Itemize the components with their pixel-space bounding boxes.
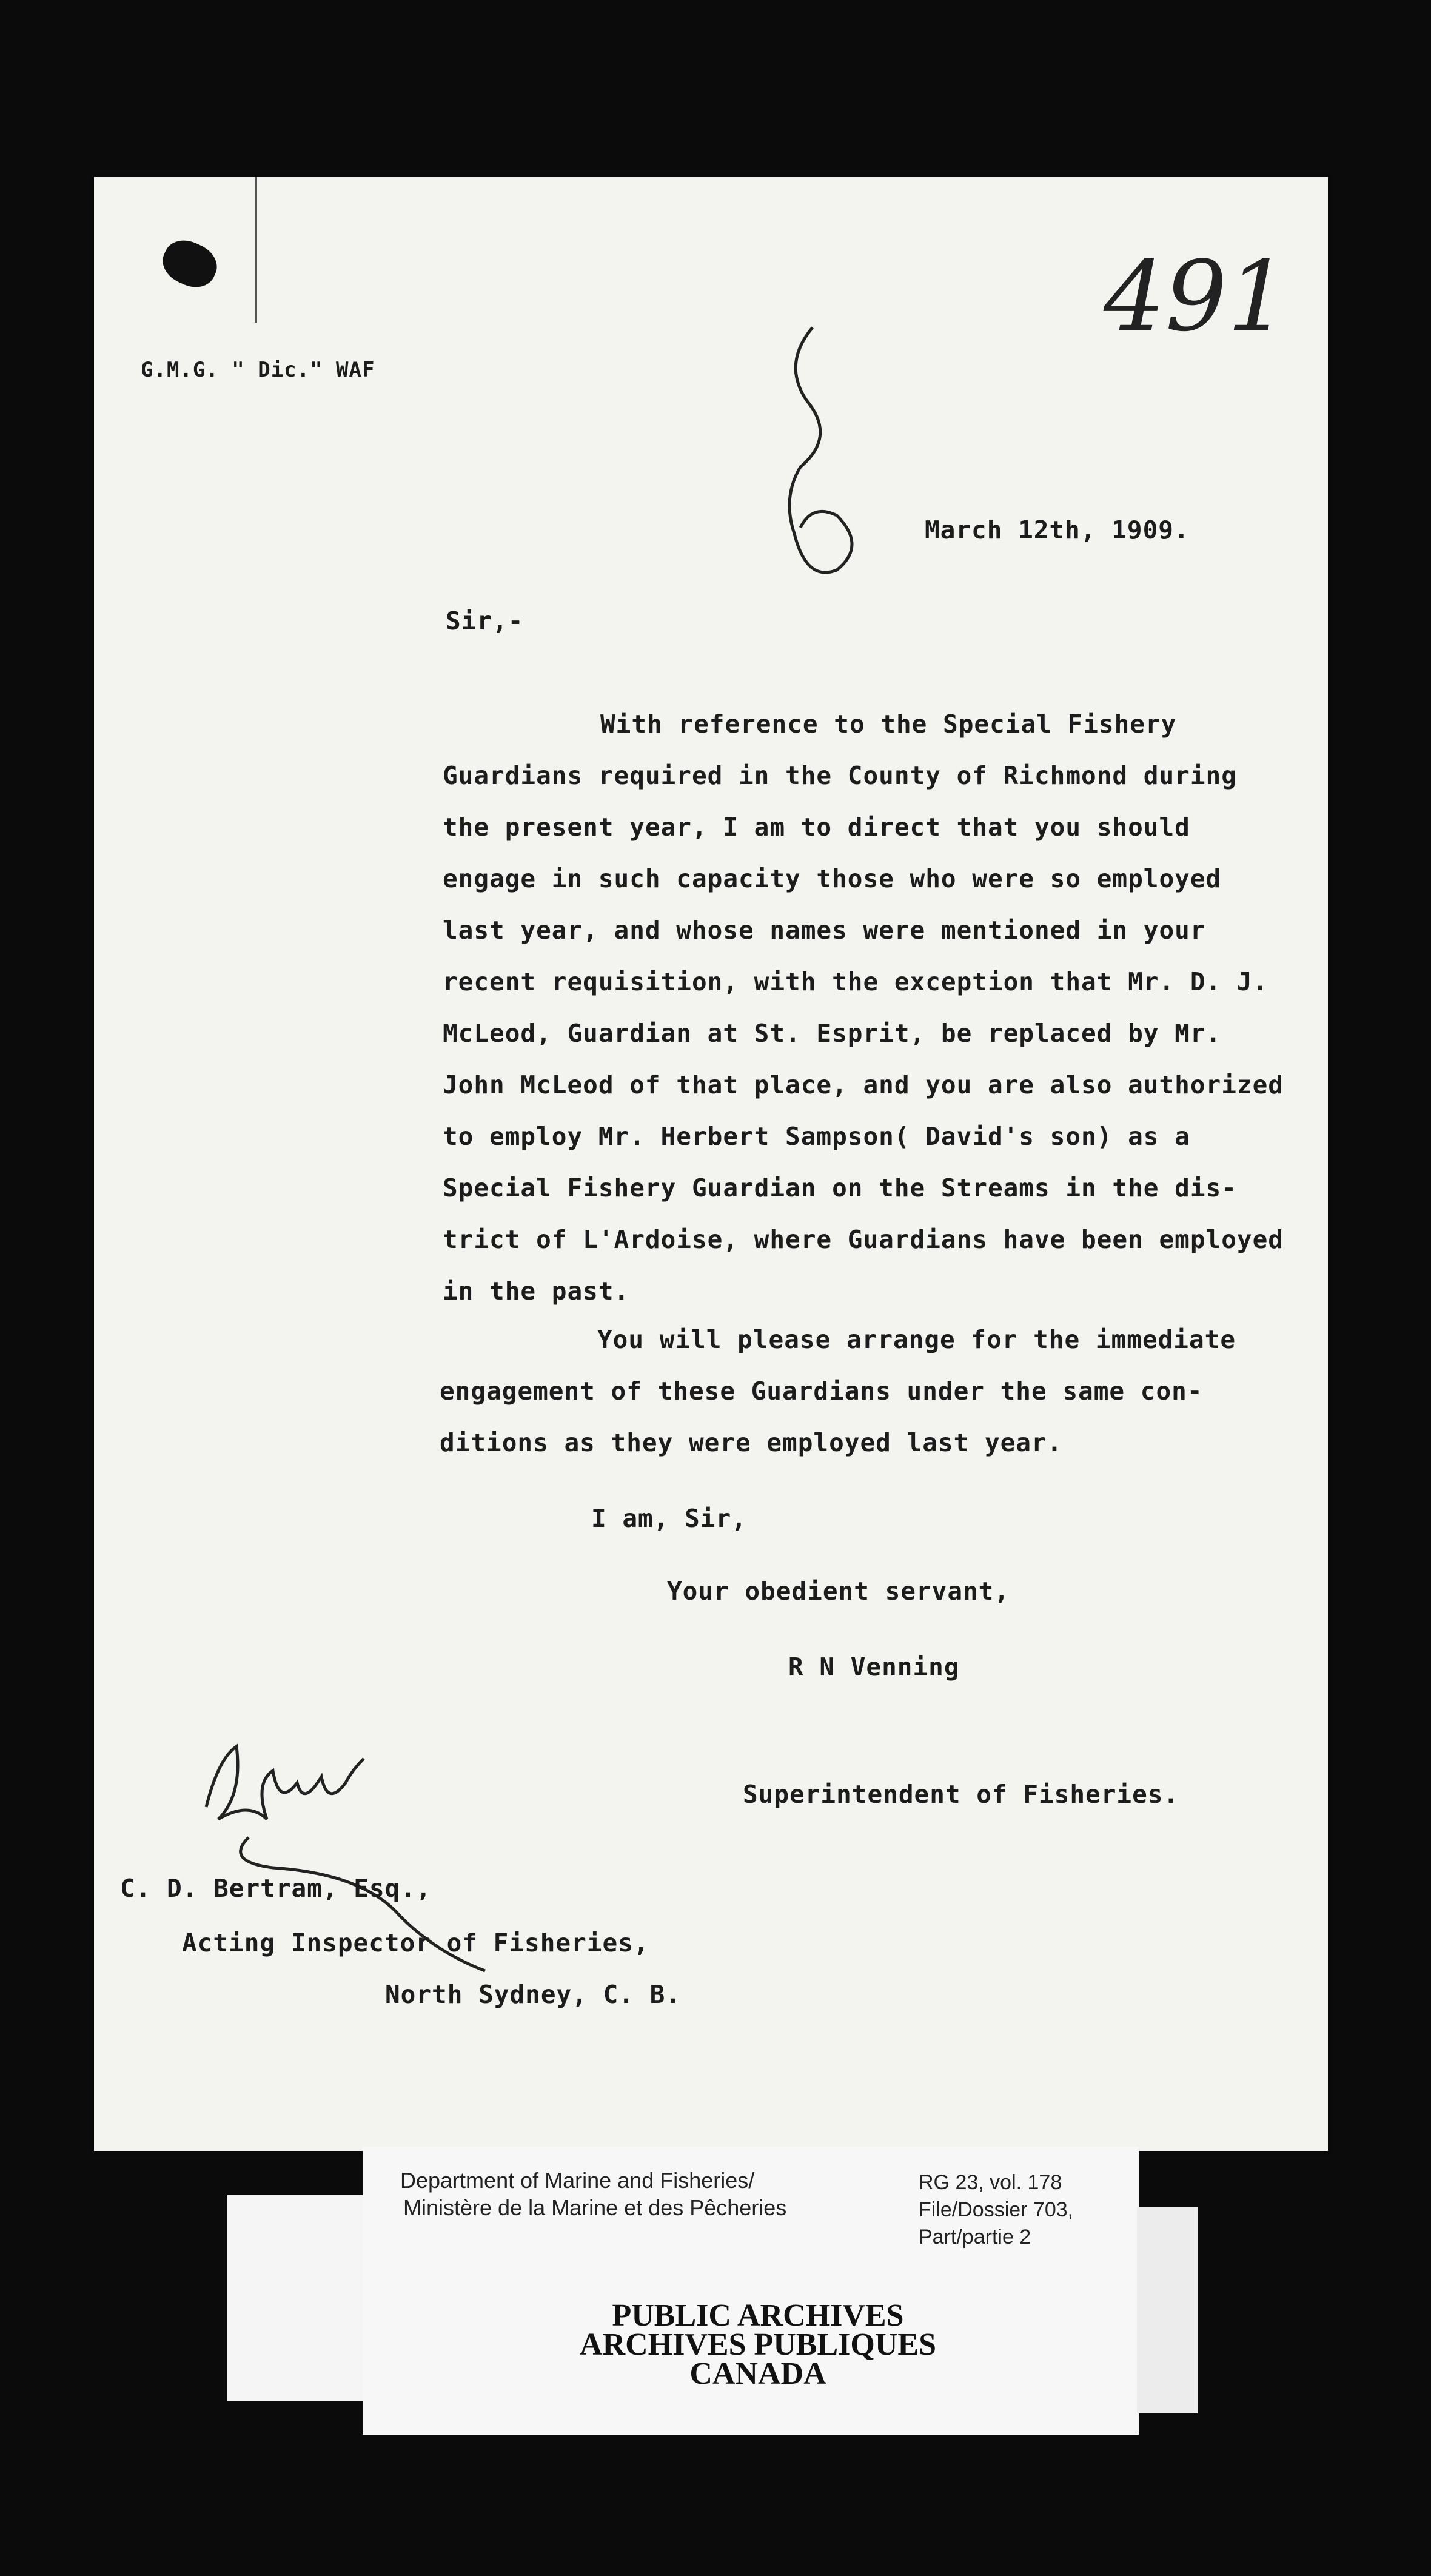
ref-line: File/Dossier 703,	[919, 2198, 1074, 2221]
body-line: ditions as they were employed last year.	[440, 1428, 1063, 1457]
label-tab-right	[1137, 2207, 1198, 2413]
ref-line: RG 23, vol. 178	[919, 2171, 1062, 2194]
body-line: Guardians required in the County of Richmond during	[443, 761, 1237, 790]
body-line: engage in such capacity those who were so employed	[443, 864, 1222, 893]
archive-title: ARCHIVES PUBLIQUES	[579, 2327, 937, 2362]
body-line: in the past.	[443, 1276, 630, 1306]
body-line: Special Fishery Guardian on the Streams in the dis-	[443, 1173, 1237, 1202]
margin-line	[255, 177, 257, 323]
signature-title: Superintendent of Fisheries.	[743, 1780, 1179, 1809]
salutation: Sir,-	[446, 606, 524, 636]
header-code: G.M.G. " Dic." WAF	[141, 358, 375, 382]
body-line: the present year, I am to direct that you should	[443, 813, 1190, 842]
closing-servant: Your obedient servant,	[667, 1577, 1010, 1606]
body-line: With reference to the Special Fishery	[600, 709, 1177, 739]
body-line: McLeod, Guardian at St. Esprit, be replaced by Mr.	[443, 1019, 1222, 1048]
body-line: trict of L'Ardoise, where Guardians have been employed	[443, 1225, 1284, 1254]
archive-title: PUBLIC ARCHIVES	[612, 2298, 904, 2333]
body-line: last year, and whose names were mentioned in your	[443, 916, 1206, 945]
closing: I am, Sir,	[591, 1504, 747, 1533]
letter-date: March 12th, 1909.	[925, 515, 1190, 545]
signature-name: R N Venning	[788, 1652, 960, 1682]
body-line: engagement of these Guardians under the same con-	[440, 1377, 1203, 1406]
page-number: 491	[1104, 240, 1289, 353]
label-tab-left	[227, 2195, 364, 2401]
ref-line: Part/partie 2	[919, 2225, 1031, 2249]
dept-line: Department of Marine and Fisheries/	[400, 2168, 755, 2193]
address-line: North Sydney, C. B.	[385, 1980, 681, 2009]
handwritten-mark	[770, 315, 879, 606]
address-line: C. D. Bertram, Esq.,	[120, 1874, 432, 1903]
archive-title: CANADA	[689, 2356, 826, 2391]
body-line: You will please arrange for the immediate	[597, 1325, 1236, 1354]
dept-line: Ministère de la Marine et des Pêcheries	[403, 2195, 787, 2220]
address-line: Acting Inspector of Fisheries,	[182, 1928, 649, 1957]
body-line: recent requisition, with the exception that Mr. D. J.	[443, 967, 1268, 996]
body-line: to employ Mr. Herbert Sampson( David's son) as a	[443, 1122, 1190, 1151]
body-line: John McLeod of that place, and you are also authorized	[443, 1070, 1284, 1099]
